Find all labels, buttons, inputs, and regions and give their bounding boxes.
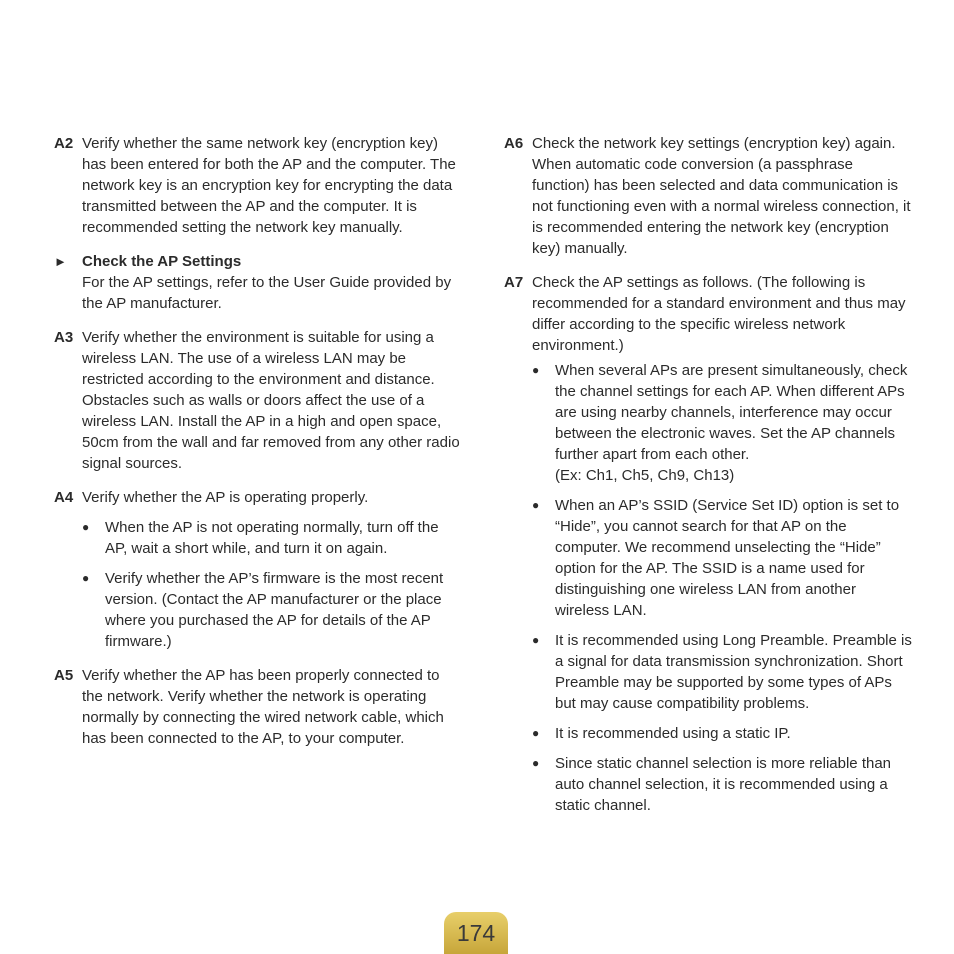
answer-text: Verify whether the AP is operating properly. <box>82 489 369 506</box>
list-item-text: Since static channel selection is more reliable than auto channel selection, it is recommended using a static channel. <box>555 755 892 814</box>
answer-text: Check the network key settings (encryption key) again. When automatic code conversion (a passphrase function) has been selected and data communication is not functioning even with a normal wireless connection, it is recommended entering the network key (encryption key) manually. <box>532 135 911 257</box>
answer-text: Verify whether the environment is suitable for using a wireless LAN. The use of a wireless LAN may be restricted according to the environment and distance. Obstacles such as walls or doors affect the use of a wireless LAN. Install the AP in a high and open space, 50cm from the wall and far removed from any other radio signal sources. <box>82 329 460 472</box>
bullet-list <box>82 517 464 652</box>
example-text: (Ex: Ch1, Ch5, Ch9, Ch13) <box>555 467 735 484</box>
bullet-icon: ● <box>532 363 540 377</box>
list-item-text: When an AP’s SSID (Service Set ID) option is set to “Hide”, you cannot search for that AP on the computer. We recommend unselecting the “Hide” option for the AP. The SSID is a name used for distinguishing one wireless LAN from another wireless LAN. <box>555 497 900 619</box>
answer-text: Verify whether the same network key (encryption key) has been entered for both the AP and the computer. The network key is an encryption key for encrypting the data transmitted between the AP and the computer. It is recommended setting the network key manually. <box>82 135 456 236</box>
answer-label: A6 <box>504 135 524 152</box>
answer-label: A3 <box>54 329 74 346</box>
bullet-icon: ● <box>82 571 90 585</box>
right-column <box>504 133 914 816</box>
list-item-text: Verify whether the AP’s firmware is the most recent version. (Contact the AP manufacturer or the place where you purchased the AP for details of the AP firmware.) <box>105 570 444 650</box>
list-item-text: It is recommended using Long Preamble. Preamble is a signal for data transmission synchronization. Short Preamble may be supported by some types of APs but may cause compatibility problems. <box>555 632 912 712</box>
bullet-icon: ● <box>532 756 540 770</box>
bullet-list <box>532 360 914 816</box>
section-text: For the AP settings, refer to the User Guide provided by the AP manufacturer. <box>82 274 452 312</box>
answer-label: A5 <box>54 667 74 684</box>
answer-a6 <box>504 133 914 259</box>
list-item <box>532 495 914 621</box>
list-item <box>82 517 464 559</box>
list-item-text: When the AP is not operating normally, turn off the AP, wait a short while, and turn it on again. <box>105 519 439 557</box>
answer-a7 <box>504 272 914 816</box>
answer-a5 <box>54 665 464 749</box>
page-number-tab <box>444 912 508 954</box>
bullet-icon: ● <box>532 633 540 647</box>
answer-label: A4 <box>54 489 74 506</box>
left-column <box>54 133 464 749</box>
arrow-icon: ► <box>54 254 67 269</box>
list-item <box>532 630 914 714</box>
list-item <box>532 723 914 744</box>
answer-label: A2 <box>54 135 74 152</box>
bullet-icon: ● <box>532 498 540 512</box>
list-item <box>532 753 914 816</box>
ap-settings-section <box>54 251 464 314</box>
answer-text: Verify whether the AP has been properly connected to the network. Verify whether the network is operating normally by connecting the wired network cable, which has been connected to the AP, to your computer. <box>82 667 444 747</box>
answer-a2 <box>54 133 464 238</box>
list-item-text: It is recommended using a static IP. <box>555 725 791 742</box>
answer-a3 <box>54 327 464 474</box>
answer-text: Check the AP settings as follows. (The following is recommended for a standard environment and thus may differ according to the specific wireless network environment.) <box>532 274 906 354</box>
list-item <box>532 360 914 486</box>
page-number: 174 <box>456 919 496 946</box>
answer-a4 <box>54 487 464 652</box>
section-heading: Check the AP Settings <box>82 253 242 270</box>
answer-label: A7 <box>504 274 524 291</box>
bullet-icon: ● <box>532 726 540 740</box>
list-item <box>82 568 464 652</box>
list-item-text: When several APs are present simultaneously, check the channel settings for each AP. When different APs are using nearby channels, interference may occur between the electronic waves. Set the AP channels further apart from each other. <box>555 362 908 463</box>
bullet-icon: ● <box>82 520 90 534</box>
